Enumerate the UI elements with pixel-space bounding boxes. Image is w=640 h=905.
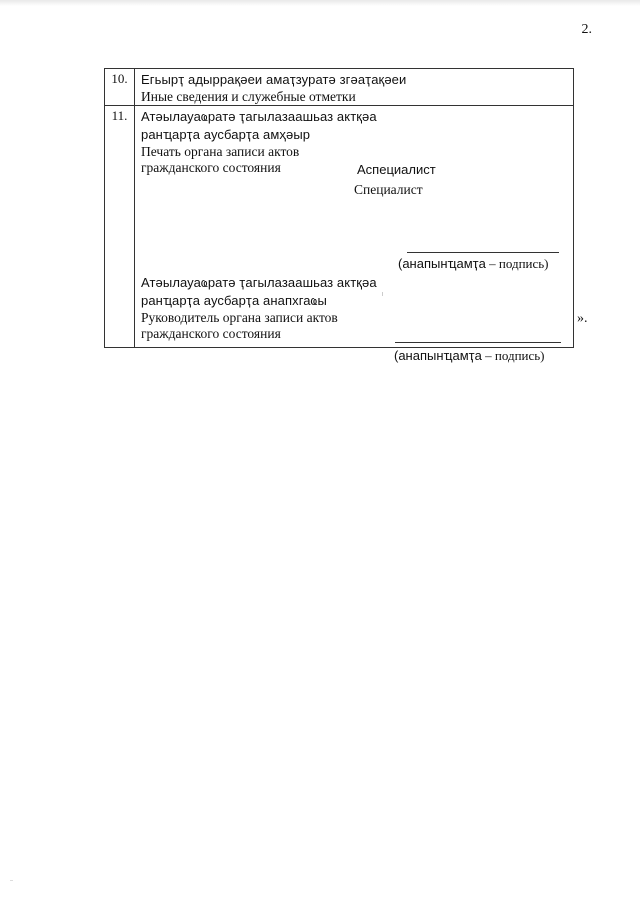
stamp-label-russian-2: гражданского состояния: [141, 160, 281, 175]
signature-caption-russian: – подпись): [481, 348, 545, 363]
row-content: [135, 106, 574, 363]
row-content: [135, 69, 574, 106]
head-label-abkhaz-2: ранҵарҭа аусбарҭа анапхгаҩы: [141, 293, 327, 308]
table-row-11: [105, 106, 574, 348]
stamp-label-abkhaz-2: ранҵарҭа аусбарҭа амҳәыр: [141, 127, 311, 142]
closing-quote-mark: ».: [577, 311, 588, 326]
signature-caption-abkhaz: (анапынҵамҭа: [394, 348, 482, 363]
head-signature-caption: [394, 348, 545, 364]
signature-caption-abkhaz: (анапынҵамҭа: [398, 256, 486, 271]
record-form-table: [104, 68, 574, 363]
head-label-abkhaz-1: Атәылауаҩратә ҭагылазаашьаз актқәа: [141, 275, 377, 290]
specialist-label-abkhaz: Аспециалист: [357, 162, 436, 177]
specialist-label-russian: Специалист: [354, 182, 423, 197]
table-row-10: [105, 69, 574, 106]
head-label-russian-1: Руководитель органа записи актов: [141, 310, 338, 325]
stamp-label-abkhaz-1: Атәылауаҩратә ҭагылазаашьаз актқәа: [141, 109, 377, 124]
page-number: 2.: [581, 22, 592, 37]
signature-caption-russian: – подпись): [485, 256, 549, 271]
scan-speck: [10, 880, 13, 881]
scan-shadow: [0, 0, 640, 6]
other-info-title-russian: Иные сведения и служебные отметки: [141, 89, 356, 104]
other-info-title-abkhaz: Егьырҭ адыррақәеи амаҭзуратә згәаҭақәеи: [141, 72, 407, 87]
row-number: 11.: [105, 106, 135, 348]
specialist-signature-caption: [398, 256, 549, 272]
head-label-russian-2: гражданского состояния: [141, 326, 281, 341]
head-signature-line: [395, 342, 561, 343]
row-number: 10.: [105, 69, 135, 106]
head-block: [141, 274, 441, 342]
stamp-label-russian-1: Печать органа записи актов: [141, 144, 300, 159]
specialist-signature-line: [407, 252, 559, 253]
